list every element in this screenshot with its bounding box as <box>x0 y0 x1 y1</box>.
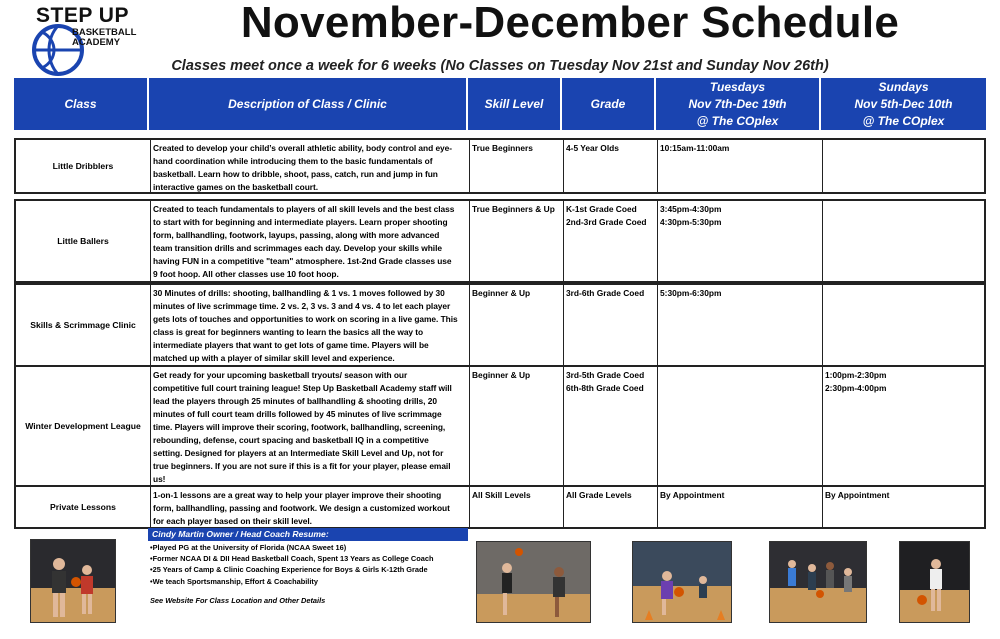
description-line: team transition drills and scrimmages each day. Develop your skills while <box>153 243 442 253</box>
class-name: Winter Development League <box>16 367 151 485</box>
header-tuesdays-day: Tuesdays <box>709 79 766 94</box>
page-subtitle: Classes meet once a week for 6 weeks (No Classes on Tuesday Nov 21st and Sunday Nov 26th) <box>171 58 829 74</box>
skill-level: True Beginners & Up <box>470 201 564 281</box>
header-description: Description of Class / Clinic <box>149 78 468 130</box>
description-line: interactive games on the basketball court. <box>153 182 318 192</box>
class-name: Little Dribblers <box>16 140 151 192</box>
sunday-times <box>823 285 984 365</box>
logo-subtitle <box>72 28 136 48</box>
description-line: rebounding, defense, court spacing and basketball IQ in a competitive <box>153 435 429 445</box>
grade-line: All Grade Levels <box>566 490 632 500</box>
header-grade: Grade <box>562 78 656 130</box>
page-title: November-December Schedule <box>240 0 900 47</box>
description-line: to start with for beginning and intermediate players. Learn proper shooting <box>153 217 448 227</box>
class-name: Private Lessons <box>16 487 151 527</box>
grade-line: K-1st Grade Coed <box>566 204 637 214</box>
description-line: 9 foot hoop. All other classes use 10 foot hoop. <box>153 269 339 279</box>
header-class: Class <box>14 78 149 130</box>
description-line: 1-on-1 lessons are a great way to help your player improve their shooting <box>153 490 442 500</box>
time-slot: 4:30pm-5:30pm <box>660 217 722 227</box>
grade <box>564 487 658 527</box>
description-line: gets lots of touches and opportunities to work on scoring in a live game. This <box>153 314 458 324</box>
grade-line: 2nd-3rd Grade Coed <box>566 217 647 227</box>
dribble-photo <box>899 541 970 623</box>
description-line: hand coordination while introducing them to the basic fundamentals of <box>153 156 433 166</box>
header-sundays <box>821 78 986 130</box>
description-line: 30 Minutes of drills: shooting, ballhandling & 1 vs. 1 moves followed by 30 <box>153 288 445 298</box>
resume-item: •Former NCAA DI & DII Head Basketball Coach, Spent 13 Years as College Coach <box>150 554 434 564</box>
grade-line: 4-5 Year Olds <box>566 143 619 153</box>
players-photo <box>476 541 591 623</box>
group-photo <box>769 541 867 623</box>
description-line: minutes of live scrimmage time. 2 vs. 2, 3 vs. 3 and 4 vs. 4 to let each player <box>153 301 451 311</box>
time-slot: By Appointment <box>825 490 890 500</box>
class-description <box>151 487 470 527</box>
description-line: minutes of full court team drills followed by 45 minutes of live scrimmage <box>153 409 442 419</box>
description-line: Created to teach fundamentals to players of all skill levels and the best class <box>153 204 455 214</box>
grade <box>564 285 658 365</box>
class-row <box>14 199 986 283</box>
sunday-times <box>823 487 984 527</box>
sunday-times <box>823 140 984 192</box>
class-description <box>151 367 470 485</box>
skill-level: Beginner & Up <box>470 367 564 485</box>
description-line: setting. Designed for players at an Intermediate Skill Level and Up, not for <box>153 448 444 458</box>
grade <box>564 140 658 192</box>
skill-level: True Beginners <box>470 140 564 192</box>
class-row <box>14 283 986 367</box>
tuesday-times <box>658 367 823 485</box>
description-line: Get ready for your upcoming basketball tryouts/ season with our <box>153 370 408 380</box>
time-slot: 1:00pm-2:30pm <box>825 370 887 380</box>
tuesday-times <box>658 201 823 281</box>
time-slot: 3:45pm-4:30pm <box>660 204 722 214</box>
grade-line: 3rd-5th Grade Coed <box>566 370 645 380</box>
description-line: matched up with a player of similar skill level and experience. <box>153 353 395 363</box>
description-line: class is great for beginners wanting to learn the basics all the way to <box>153 327 424 337</box>
time-slot: 10:15am-11:00am <box>660 143 730 153</box>
skill-level: Beginner & Up <box>470 285 564 365</box>
resume-heading: Cindy Martin Owner / Head Coach Resume: <box>148 528 468 541</box>
class-description <box>151 140 470 192</box>
description-line: form, ballhandling, passing and footwork. We design a customized workout <box>153 503 450 513</box>
sunday-times <box>823 367 984 485</box>
time-slot: By Appointment <box>660 490 725 500</box>
description-line: lead the players through 25 minutes of ballhandling & shooting drills, 20 <box>153 396 437 406</box>
description-line: having FUN in a competitive "team" atmosphere. 1st-2nd Grade classes use <box>153 256 452 266</box>
description-line: form, ballhandling, footwork, layups, passing, along with more advanced <box>153 230 440 240</box>
class-row <box>14 365 986 487</box>
time-slot: 2:30pm-4:00pm <box>825 383 887 393</box>
description-line: competitive full court training league! Step Up Basketball Academy staff will <box>153 383 452 393</box>
description-line: true beginners. If you are not sure if this is a fit for your player, please email <box>153 461 451 471</box>
class-description <box>151 285 470 365</box>
drill-photo <box>632 541 732 623</box>
coach-photo <box>30 539 116 623</box>
header-tuesdays-dates: Nov 7th-Dec 19th <box>688 96 787 111</box>
header-sundays-day: Sundays <box>878 79 929 94</box>
description-line: basketball. Learn how to dribble, shoot, pass, catch, run and jump in fun <box>153 169 438 179</box>
class-description <box>151 201 470 281</box>
sunday-times <box>823 201 984 281</box>
tuesday-times <box>658 140 823 192</box>
resume-item: •Played PG at the University of Florida (NCAA Sweet 16) <box>150 543 347 552</box>
class-row <box>14 138 986 194</box>
skill-level: All Skill Levels <box>470 487 564 527</box>
header-tuesdays-location: @ The COplex <box>696 113 779 128</box>
grade-line: 6th-8th Grade Coed <box>566 383 644 393</box>
grade-line: 3rd-6th Grade Coed <box>566 288 645 298</box>
header-sundays-location: @ The COplex <box>862 113 945 128</box>
logo-sub-line: BASKETBALL <box>72 27 137 38</box>
description-line: us! <box>153 474 166 484</box>
tuesday-times <box>658 285 823 365</box>
website-note: See Website For Class Location and Other Details <box>150 596 326 605</box>
resume-item: •25 Years of Camp & Clinic Coaching Experience for Boys & Girls K-12th Grade <box>150 565 428 575</box>
grade <box>564 201 658 281</box>
description-line: time. Players will improve their scoring, footwork, ballhandling, screening, <box>153 422 446 432</box>
class-name: Skills & Scrimmage Clinic <box>16 285 151 365</box>
description-line: intermediate players that want to get lots of game time. Players will be <box>153 340 429 350</box>
header-skill-level: Skill Level <box>468 78 562 130</box>
logo-sub-line: ACADEMY <box>72 37 121 48</box>
grade <box>564 367 658 485</box>
header-sundays-dates: Nov 5th-Dec 10th <box>854 96 953 111</box>
description-line: Created to develop your child’s overall athletic ability, body control and eye- <box>153 143 453 153</box>
tuesday-times <box>658 487 823 527</box>
logo-title: STEP UP <box>36 4 129 27</box>
resume-list <box>150 542 470 587</box>
class-name: Little Ballers <box>16 201 151 281</box>
header-tuesdays <box>656 78 821 130</box>
resume-item: •We teach Sportsmanship, Effort & Coachability <box>150 576 318 586</box>
description-line: for each player based on their skill level. <box>153 516 312 526</box>
time-slot: 5:30pm-6:30pm <box>660 288 722 298</box>
class-row <box>14 485 986 529</box>
